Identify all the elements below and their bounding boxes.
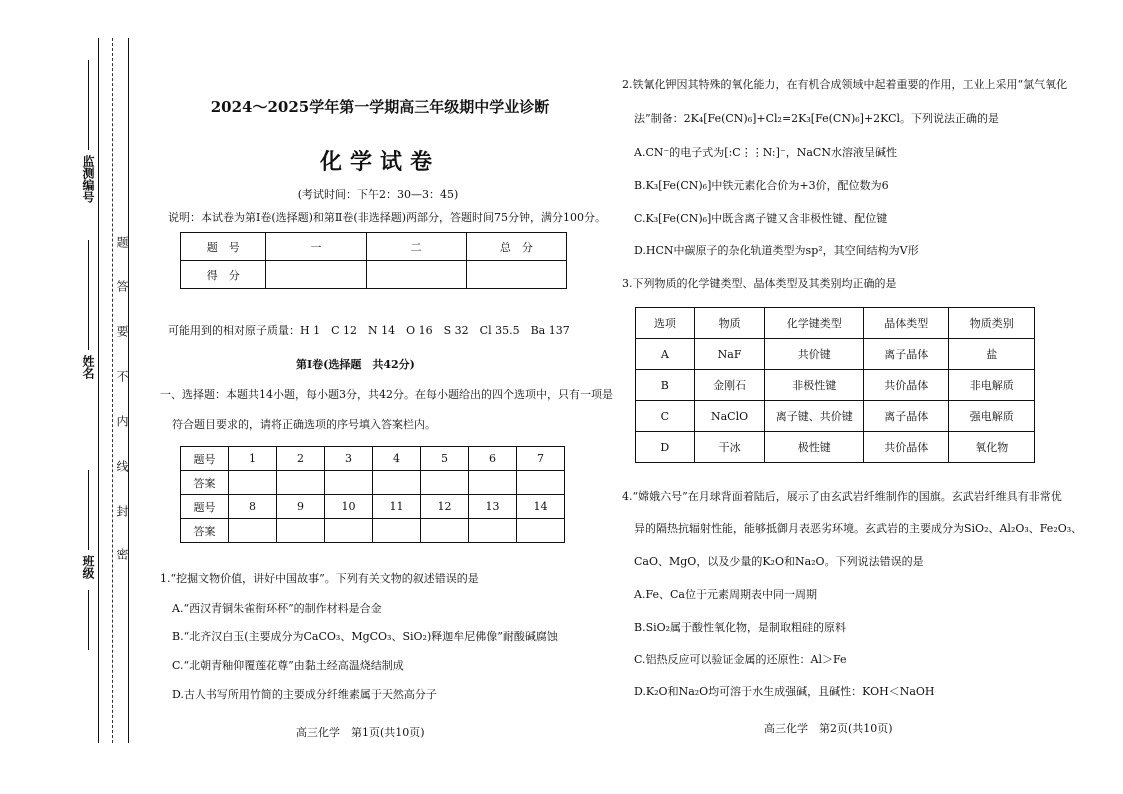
q3-table xyxy=(635,307,1035,463)
score-cell[interactable] xyxy=(466,261,566,289)
subject-title: 化学试卷 xyxy=(319,149,440,175)
answer-cell[interactable] xyxy=(421,471,469,495)
q3-header: 物质类别 xyxy=(949,308,1035,339)
seal-char: 答 xyxy=(115,280,129,292)
score-cell[interactable] xyxy=(266,261,366,289)
q3-cell: NaClO xyxy=(694,401,765,432)
q1-stem: 1.“挖掘文物价值，讲好中国故事”。下列有关文物的叙述错误的是 xyxy=(160,572,479,585)
question-number: 3 xyxy=(325,447,373,471)
q4-stem: 异的隔热抗辐射性能，能够抵御月表恶劣环境。玄武岩的主要成分为SiO₂、Al₂O₃、Fe₂O₃、 xyxy=(634,522,1083,535)
name-label: 姓名 xyxy=(81,355,95,379)
q3-cell: 离子晶体 xyxy=(863,339,949,370)
answer-cell[interactable] xyxy=(517,519,565,543)
question-number: 7 xyxy=(517,447,565,471)
seal-char: 不 xyxy=(115,370,129,382)
q4-option-a: A.Fe、Ca位于元素周期表中同一周期 xyxy=(634,588,817,601)
question-number: 2 xyxy=(277,447,325,471)
question-number: 12 xyxy=(421,495,469,519)
q2-option-b: B.K₃[Fe(CN)₆]中铁元素化合价为+3价，配位数为6 xyxy=(634,179,889,192)
answer-cell[interactable] xyxy=(373,519,421,543)
q3-cell: 强电解质 xyxy=(949,401,1035,432)
answer-cell[interactable] xyxy=(229,471,277,495)
answer-label: 答案 xyxy=(181,471,229,495)
page-footer-right: 高三化学 第2页(共10页) xyxy=(764,722,893,735)
answer-cell[interactable] xyxy=(277,471,325,495)
q3-cell: B xyxy=(636,370,695,401)
question-number: 6 xyxy=(469,447,517,471)
q2-option-d: D.HCN中碳原子的杂化轨道类型为sp²，其空间结构为V形 xyxy=(634,244,919,257)
q4-stem: 4.“嫦娥六号”在月球背面着陆后，展示了由玄武岩纤维制作的国旗。玄武岩纤维具有非常优 xyxy=(622,490,1062,503)
q3-cell: 盐 xyxy=(949,339,1035,370)
page-footer-left: 高三化学 第1页(共10页) xyxy=(296,726,425,739)
q3-cell: 金刚石 xyxy=(694,370,765,401)
section1-title: 第Ⅰ卷(选择题 共42分) xyxy=(296,358,415,371)
q1-option-b: B.“北齐汉白玉(主要成分为CaCO₃、MgCO₃、SiO₂)释迦牟尼佛像”耐酸碱腐蚀 xyxy=(172,630,558,643)
score-header: 一 xyxy=(266,233,366,261)
answer-cell[interactable] xyxy=(469,471,517,495)
score-header: 总 分 xyxy=(466,233,566,261)
answer-cell[interactable] xyxy=(469,519,517,543)
score-table xyxy=(180,232,567,289)
q3-cell: 离子键、共价键 xyxy=(765,401,863,432)
question-number: 11 xyxy=(373,495,421,519)
answer-cell[interactable] xyxy=(517,471,565,495)
q3-header: 晶体类型 xyxy=(863,308,949,339)
q3-cell: 非电解质 xyxy=(949,370,1035,401)
section1-intro: 符合题目要求的，请将正确选项的序号填入答案栏内。 xyxy=(172,418,436,431)
question-number: 13 xyxy=(469,495,517,519)
q2-option-c: C.K₃[Fe(CN)₆]中既含离子键又含非极性键、配位键 xyxy=(634,212,888,225)
answer-cell[interactable] xyxy=(229,519,277,543)
exam-number-label: 监测编号 xyxy=(81,155,95,203)
answer-label: 题号 xyxy=(181,495,229,519)
q3-cell: 氧化物 xyxy=(949,432,1035,463)
answer-cell[interactable] xyxy=(421,519,469,543)
question-number: 4 xyxy=(373,447,421,471)
q2-option-a: A.CN⁻的电子式为[:C⋮⋮N:]⁻，NaCN水溶液呈碱性 xyxy=(634,146,897,159)
question-number: 5 xyxy=(421,447,469,471)
atomic-masses: 可能用到的相对原子质量：H 1 C 12 N 14 O 16 S 32 Cl 35.5 Ba 137 xyxy=(168,324,570,337)
score-row-label: 得 分 xyxy=(181,261,266,289)
q4-option-d: D.K₂O和Na₂O均可溶于水生成强碱，且碱性：KOH＜NaOH xyxy=(634,685,935,698)
answer-table xyxy=(180,446,565,543)
question-number: 9 xyxy=(277,495,325,519)
seal-char: 内 xyxy=(115,415,129,427)
q3-cell: 干冰 xyxy=(694,432,765,463)
q3-stem: 3.下列物质的化学键类型、晶体类型及其类别均正确的是 xyxy=(622,277,897,290)
q3-cell: A xyxy=(636,339,695,370)
seal-char: 封 xyxy=(115,505,129,517)
q4-option-b: B.SiO₂属于酸性氧化物，是制取粗硅的原料 xyxy=(634,621,847,634)
q3-header: 化学键类型 xyxy=(765,308,863,339)
q3-cell: NaF xyxy=(694,339,765,370)
q3-cell: 非极性键 xyxy=(765,370,863,401)
class-label: 班级 xyxy=(81,555,95,579)
score-header: 题 号 xyxy=(181,233,266,261)
q3-cell: 极性键 xyxy=(765,432,863,463)
q3-cell: C xyxy=(636,401,695,432)
answer-cell[interactable] xyxy=(325,519,373,543)
section1-intro: 一、选择题：本题共14小题，每小题3分，共42分。在每小题给出的四个选项中，只有一项是 xyxy=(160,388,613,401)
q3-cell: 共价键 xyxy=(765,339,863,370)
seal-char: 要 xyxy=(115,325,129,337)
exam-title: 2024～2025学年第一学期高三年级期中学业诊断 xyxy=(210,98,550,116)
q1-option-c: C.“北朝青釉仰覆莲花尊”由黏土经高温烧结制成 xyxy=(172,659,404,672)
seal-char: 密 xyxy=(115,548,129,560)
score-cell[interactable] xyxy=(366,261,466,289)
q4-option-c: C.铝热反应可以验证金属的还原性：Al＞Fe xyxy=(634,653,847,666)
seal-char: 线 xyxy=(115,460,129,472)
q3-header: 物质 xyxy=(694,308,765,339)
q2-stem: 2.铁氰化钾因其特殊的氧化能力，在有机合成领域中起着重要的作用，工业上采用“氯气氧化 xyxy=(622,78,1068,91)
score-header: 二 xyxy=(366,233,466,261)
q3-cell: 共价晶体 xyxy=(863,370,949,401)
question-number: 8 xyxy=(229,495,277,519)
q1-option-d: D.古人书写所用竹简的主要成分纤维素属于天然高分子 xyxy=(172,688,437,701)
answer-cell[interactable] xyxy=(373,471,421,495)
exam-notes: 说明：本试卷为第Ⅰ卷(选择题)和第Ⅱ卷(非选择题)两部分，答题时间75分钟，满分100分。 xyxy=(168,211,606,224)
exam-time: (考试时间：下午2：30—3：45) xyxy=(297,188,459,201)
q1-option-a: A.“西汉青铜朱雀衔环杯”的制作材料是合金 xyxy=(172,602,382,615)
answer-label: 题号 xyxy=(181,447,229,471)
q4-stem: CaO、MgO，以及少量的K₂O和Na₂O。下列说法错误的是 xyxy=(634,555,924,568)
answer-cell[interactable] xyxy=(325,471,373,495)
question-number: 1 xyxy=(229,447,277,471)
seal-char: 题 xyxy=(115,236,129,248)
q3-cell: 离子晶体 xyxy=(863,401,949,432)
q3-cell: D xyxy=(636,432,695,463)
question-number: 14 xyxy=(517,495,565,519)
q3-header: 选项 xyxy=(636,308,695,339)
q2-stem: 法”制备：2K₄[Fe(CN)₆]+Cl₂=2K₃[Fe(CN)₆]+2KCl。下列说法正确的是 xyxy=(634,112,1000,125)
q3-cell: 共价晶体 xyxy=(863,432,949,463)
answer-cell[interactable] xyxy=(277,519,325,543)
question-number: 10 xyxy=(325,495,373,519)
answer-label: 答案 xyxy=(181,519,229,543)
